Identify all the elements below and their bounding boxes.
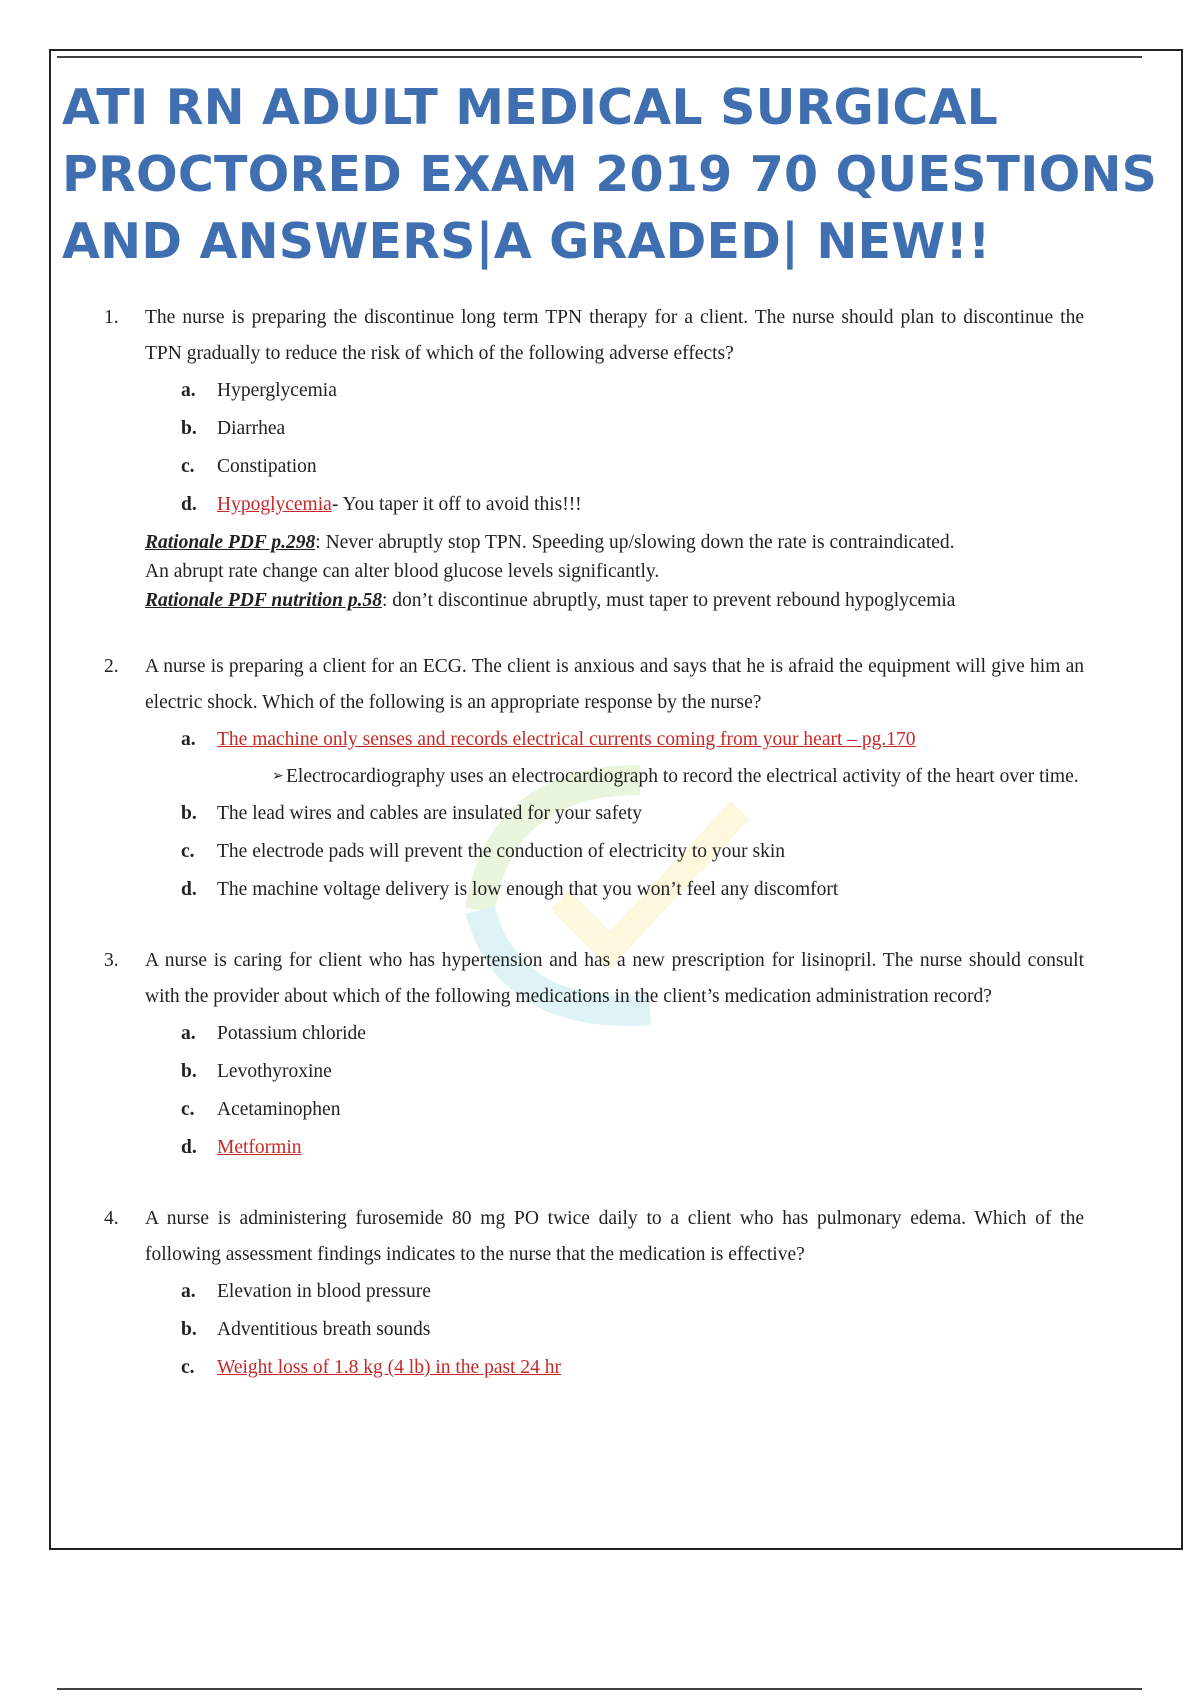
option-label: b. <box>181 803 197 824</box>
option-text: Levothyroxine <box>217 1061 332 1082</box>
option-a-correct <box>181 721 1084 759</box>
option-label: c. <box>181 1099 195 1120</box>
question-number: 2. <box>104 656 119 677</box>
question-number: 1. <box>104 307 119 328</box>
question-text: A nurse is administering furosemide 80 mg PO twice daily to a client who has pulmonary edema. Which of the following assessment findings indicates to the nurse that the medication is effective? <box>145 1208 1084 1265</box>
option-b <box>181 410 1084 448</box>
explanation-text: Electrocardiography uses an electrocardiograph to record the electrical activity of the heart over time. <box>286 766 1079 787</box>
bottom-rule <box>57 1688 1142 1690</box>
rationale-label: Rationale PDF p.298 <box>145 532 316 553</box>
question-4 <box>104 1201 1084 1387</box>
rationale-text-cont: An abrupt rate change can alter blood glucose levels significantly. <box>145 561 660 582</box>
question-text: The nurse is preparing the discontinue long term TPN therapy for a client. The nurse should plan to discontinue the TPN gradually to reduce the risk of which of the following adverse effects? <box>145 307 1084 364</box>
answer-note: - You taper it off to avoid this!!! <box>331 494 582 515</box>
option-label: c. <box>181 456 195 477</box>
option-d-correct <box>181 486 1084 524</box>
question-text: A nurse is preparing a client for an ECG. The client is anxious and says that he is afraid the equipment will give him an electric shock. Which of the following is an appropriate response by the nurse? <box>145 656 1084 713</box>
option-label: a. <box>181 1023 196 1044</box>
option-label: b. <box>181 418 197 439</box>
question-list <box>104 300 1084 1421</box>
option-b <box>181 1053 1084 1091</box>
option-label: d. <box>181 879 197 900</box>
question-text: A nurse is caring for client who has hypertension and has a new prescription for lisinopril. The nurse should consult with the provider about which of the following medications in the client’s medication administration record? <box>145 950 1084 1007</box>
option-d-correct <box>181 1129 1084 1167</box>
option-b <box>181 1311 1084 1349</box>
correct-answer: Metformin <box>217 1137 302 1158</box>
option-c <box>181 833 1084 871</box>
question-1 <box>104 300 1084 615</box>
option-c <box>181 448 1084 486</box>
option-text: Adventitious breath sounds <box>217 1319 431 1340</box>
correct-answer: The machine only senses and records electrical currents coming from your heart – pg.170 <box>217 729 916 750</box>
option-text: Hyperglycemia <box>217 380 337 401</box>
arrow-bullet-icon: ➢ <box>272 769 284 784</box>
option-label: d. <box>181 1137 197 1158</box>
option-text: Elevation in blood pressure <box>217 1281 431 1302</box>
option-b <box>181 795 1084 833</box>
option-label: a. <box>181 380 196 401</box>
option-d <box>181 871 1084 909</box>
document-title: ATI RN ADULT MEDICAL SURGICAL PROCTORED EXAM 2019 70 QUESTIONS AND ANSWERS|A GRADED| NEW!! <box>62 79 1158 270</box>
rationale-block <box>145 528 1084 615</box>
option-label: d. <box>181 494 197 515</box>
option-label: a. <box>181 729 196 750</box>
option-label: a. <box>181 1281 196 1302</box>
question-number: 3. <box>104 950 119 971</box>
rationale-text: : Never abruptly stop TPN. Speeding up/slowing down the rate is contraindicated. <box>315 532 955 553</box>
correct-answer: Weight loss of 1.8 kg (4 lb) in the past 24 hr <box>217 1357 561 1378</box>
option-text: Diarrhea <box>217 418 286 439</box>
option-a <box>181 372 1084 410</box>
explanation-point <box>272 759 1084 795</box>
option-text: The machine voltage delivery is low enough that you won’t feel any discomfort <box>217 879 839 900</box>
question-3 <box>104 943 1084 1167</box>
option-label: c. <box>181 841 195 862</box>
option-label: b. <box>181 1319 197 1340</box>
option-text: Acetaminophen <box>217 1099 341 1120</box>
rationale-label: Rationale PDF nutrition p.58 <box>145 590 382 611</box>
option-text: The electrode pads will prevent the conduction of electricity to your skin <box>217 841 786 862</box>
question-number: 4. <box>104 1208 119 1229</box>
option-c-correct <box>181 1349 1084 1387</box>
option-label: b. <box>181 1061 197 1082</box>
option-label: c. <box>181 1357 195 1378</box>
option-text: The lead wires and cables are insulated for your safety <box>217 803 643 824</box>
question-2 <box>104 649 1084 909</box>
option-text: Potassium chloride <box>217 1023 366 1044</box>
correct-answer: Hypoglycemia <box>217 494 332 515</box>
rationale-text: : don’t discontinue abruptly, must taper to prevent rebound hypoglycemia <box>381 590 956 611</box>
option-text: Constipation <box>217 456 317 477</box>
option-a <box>181 1015 1084 1053</box>
option-c <box>181 1091 1084 1129</box>
option-a <box>181 1273 1084 1311</box>
